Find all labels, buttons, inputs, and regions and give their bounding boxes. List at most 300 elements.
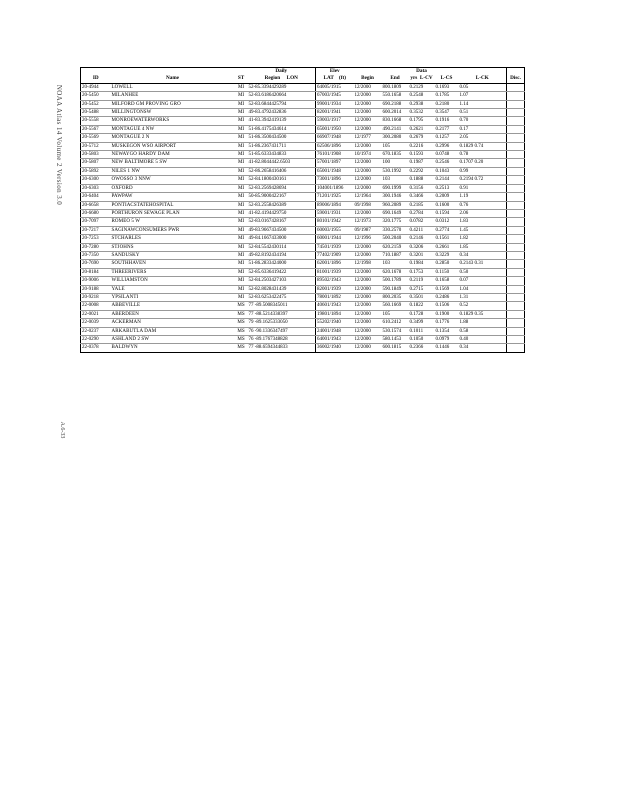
cell-lck: 1.19	[459, 193, 507, 201]
cell-yrs: 500.2040	[382, 235, 409, 243]
cell-end: 12/2000	[354, 117, 382, 125]
cell-disc	[507, 167, 525, 175]
table-row	[81, 293, 525, 301]
header-begin: Begin	[354, 75, 382, 83]
cell-state: MI	[235, 184, 248, 192]
cell-disc	[507, 251, 525, 259]
cell-disc	[507, 336, 525, 344]
cell-yrs: 600.1815	[382, 344, 409, 352]
cell-id: 20-5452	[81, 100, 111, 108]
cell-id: 20-5558	[81, 117, 111, 125]
cell-yrs: 105	[382, 142, 409, 150]
cell-lcs: 0.2513	[435, 184, 459, 192]
cell-lcv: 0.2621	[409, 125, 435, 133]
cell-yrs: 103	[382, 176, 409, 184]
cell-yrs: 530.1574	[382, 327, 409, 335]
cell-lat-elev: 65001/1950	[316, 125, 354, 133]
table-row	[81, 176, 525, 184]
cell-disc	[507, 201, 525, 209]
cell-end: 12/2000	[354, 336, 382, 344]
cell-lat-elev: 82001/1939	[316, 285, 354, 293]
cell-state: MI	[235, 218, 248, 226]
table-row	[81, 285, 525, 293]
cell-lat-elev: 82001/1941	[316, 109, 354, 117]
cell-lcs: 0.1043	[435, 167, 459, 175]
cell-lcs: 0.1446	[435, 344, 459, 352]
cell-id: 20-5450	[81, 92, 111, 100]
cell-lck: 0.76	[459, 201, 507, 209]
cell-lat-elev: 57001/1897	[316, 159, 354, 167]
cell-lcs: 0.3547	[435, 109, 459, 117]
cell-id: 20-9218	[81, 293, 111, 301]
cell-lck: 1.85	[459, 243, 507, 251]
cell-name: THREERIVERS	[111, 268, 235, 276]
cell-yrs: 105	[382, 310, 409, 318]
header-data: Data	[409, 68, 435, 76]
cell-state: MI	[235, 285, 248, 293]
cell-id: 20-6658	[81, 201, 111, 209]
cell-id: 20-5569	[81, 134, 111, 142]
cell-state: MI	[235, 167, 248, 175]
cell-name: LOWELL	[111, 83, 235, 91]
cell-region-lon: 51-85.6333434833	[248, 151, 316, 159]
table-row	[81, 151, 525, 159]
cell-lck: 2.06	[459, 209, 507, 217]
header-disc: Disc.	[507, 75, 525, 83]
cell-yrs: 530.1992	[382, 167, 409, 175]
cell-region-lon: 51-86.3500434500	[248, 134, 316, 142]
cell-lat-elev: 60001/1944	[316, 235, 354, 243]
cell-region-lon: 76 -90.1336347497	[248, 327, 316, 335]
cell-lat-elev: 19801/1894	[316, 310, 354, 318]
cell-disc	[507, 235, 525, 243]
cell-end: 12/1998	[354, 260, 382, 268]
cell-id: 20-4944	[81, 83, 111, 91]
table-row	[81, 268, 525, 276]
cell-end: 12/2000	[354, 327, 382, 335]
cell-lcv: 0.1984	[409, 260, 435, 268]
cell-name: ABERDEEN	[111, 310, 235, 318]
cell-lck: 0.1829 0.35	[459, 310, 507, 318]
cell-id: 20-5488	[81, 109, 111, 117]
running-header	[40, 75, 78, 215]
cell-lcv: 0.2715	[409, 285, 435, 293]
header-yrs: yrs	[410, 75, 418, 82]
cell-state: MI	[235, 251, 248, 259]
header-lat: LAT	[323, 75, 334, 82]
cell-lcv: 0.2938	[409, 100, 435, 108]
cell-lck: 0.34	[459, 344, 507, 352]
cell-state: MI	[235, 226, 248, 234]
table-row	[81, 167, 525, 175]
cell-lck: 0.91	[459, 184, 507, 192]
cell-name: YPSILANTI	[111, 293, 235, 301]
cell-name: SAGINAWCONSUMERS PWR	[111, 226, 235, 234]
cell-state: MI	[235, 243, 248, 251]
table-row	[81, 209, 525, 217]
cell-lat-elev: 89502/1943	[316, 277, 354, 285]
header-yrs-cv	[409, 75, 435, 83]
cell-id: 22-0008	[81, 302, 111, 310]
cell-lat-elev: 60003/1955	[316, 226, 354, 234]
cell-lat-elev: 77402/1909	[316, 251, 354, 259]
cell-lcv: 0.1987	[409, 159, 435, 167]
cell-yrs: 690.1649	[382, 209, 409, 217]
table-row	[81, 83, 525, 91]
cell-name: WILLIAMSTON	[111, 277, 235, 285]
cell-id: 22-0021	[81, 310, 111, 318]
cell-region-lon: 49-82.8192434194	[248, 251, 316, 259]
cell-yrs: 320.1775	[382, 218, 409, 226]
cell-region-lon: 41-83.3942419139	[248, 117, 316, 125]
cell-state: MI	[235, 193, 248, 201]
cell-region-lon: 52-84.5542430114	[248, 243, 316, 251]
cell-region-lon: 52-82.8028431439	[248, 285, 316, 293]
cell-lck: 2.05	[459, 134, 507, 142]
table-row	[81, 336, 525, 344]
cell-disc	[507, 243, 525, 251]
cell-lat-elev: 59003/1917	[316, 117, 354, 125]
cell-disc	[507, 176, 525, 184]
cell-lcv: 0.2366	[409, 344, 435, 352]
cell-state: MI	[235, 151, 248, 159]
cell-name: PONTIACSTATEHOSPITAL	[111, 201, 235, 209]
cell-disc	[507, 117, 525, 125]
cell-lcs: 0.1150	[435, 268, 459, 276]
table-row	[81, 100, 525, 108]
table-row	[81, 117, 525, 125]
cell-lat-elev: 64005/1915	[316, 83, 354, 91]
cell-lcs: 0.2486	[435, 293, 459, 301]
header-lon: LON	[286, 75, 298, 82]
table-row	[81, 109, 525, 117]
table-row	[81, 344, 525, 352]
cell-lcv: 0.2146	[409, 235, 435, 243]
header-elev: Elev	[316, 68, 354, 76]
cell-region-lon: 52-84.1800430161	[248, 176, 316, 184]
cell-disc	[507, 184, 525, 192]
cell-region-lon: 52-85.3394429289	[248, 83, 316, 91]
header-lck: L-CK	[459, 75, 507, 83]
cell-end: 09/1998	[354, 201, 382, 209]
header-st: ST	[235, 75, 248, 83]
cell-name: MONTAGUE 4 NW	[111, 125, 235, 133]
cell-lcs: 0.1569	[435, 285, 459, 293]
cell-lcs: 0.1257	[435, 134, 459, 142]
table-row	[81, 184, 525, 192]
cell-state: MI	[235, 260, 248, 268]
page-number	[50, 410, 74, 450]
cell-disc	[507, 226, 525, 234]
cell-yrs: 690.2188	[382, 100, 409, 108]
cell-yrs: 670.1835	[382, 151, 409, 159]
cell-state: MI	[235, 92, 248, 100]
cell-state: MS	[235, 302, 248, 310]
cell-lck: 0.50	[459, 268, 507, 276]
cell-lcv: 0.0782	[409, 218, 435, 226]
cell-end: 12/2000	[354, 251, 382, 259]
cell-lcv: 0.2292	[409, 167, 435, 175]
cell-name: ROMEO 5 W	[111, 218, 235, 226]
cell-disc	[507, 260, 525, 268]
cell-yrs: 300.1946	[382, 193, 409, 201]
cell-disc	[507, 125, 525, 133]
cell-region-lon: 49-84.1667433000	[248, 235, 316, 243]
cell-region-lon: 52-83.6844425794	[248, 100, 316, 108]
cell-lcs: 0.0748	[435, 151, 459, 159]
cell-lat-elev: 64001/1943	[316, 336, 354, 344]
cell-state: MS	[235, 327, 248, 335]
running-header-text: NOAA Atlas 14 Volume 2 Version 3.0	[55, 84, 63, 206]
table-row	[81, 125, 525, 133]
header-name: Name	[111, 75, 235, 83]
cell-name: ARKABUTLA DAM	[111, 327, 235, 335]
cell-lcs: 0.1916	[435, 117, 459, 125]
cell-region-lon: 77 -88.5214338397	[248, 310, 316, 318]
cell-name: SANDUSKY	[111, 251, 235, 259]
cell-lcv: 0.4211	[409, 226, 435, 234]
cell-yrs: 710.1887	[382, 251, 409, 259]
cell-state: MI	[235, 209, 248, 217]
cell-name: MONTAGUE 2 N	[111, 134, 235, 142]
cell-region-lon: 50-85.9000422167	[248, 193, 316, 201]
cell-lcv: 0.1888	[409, 176, 435, 184]
cell-lcv: 0.2679	[409, 134, 435, 142]
cell-end: 12/1977	[354, 134, 382, 142]
cell-id: 20-5803	[81, 151, 111, 159]
cell-lat-elev: 62506/1896	[316, 142, 354, 150]
cell-lcv: 0.2216	[409, 142, 435, 150]
cell-lcv: 0.3466	[409, 193, 435, 201]
cell-lat-elev: 71201/1925	[316, 193, 354, 201]
cell-name: ABBEVILLE	[111, 302, 235, 310]
cell-lat-elev: 59001/1931	[316, 209, 354, 217]
cell-end: 12/2000	[354, 176, 382, 184]
cell-lck: 0.2143 0.31	[459, 260, 507, 268]
cell-yrs: 590.1849	[382, 285, 409, 293]
cell-region-lon: 51-86.2367431711	[248, 142, 316, 150]
cell-lcv: 0.2129	[409, 83, 435, 91]
cell-disc	[507, 319, 525, 327]
cell-state: MS	[235, 310, 248, 318]
cell-end: 12/2000	[354, 92, 382, 100]
cell-lcv: 0.1795	[409, 117, 435, 125]
table-row	[81, 193, 525, 201]
cell-end: 12/2000	[354, 109, 382, 117]
cell-id: 20-7253	[81, 235, 111, 243]
header-lat-elev	[316, 75, 354, 83]
cell-region-lon: 52-83.0167428167	[248, 218, 316, 226]
cell-id: 20-7217	[81, 226, 111, 234]
cell-lat-elev: 24001/1948	[316, 327, 354, 335]
cell-yrs: 830.1668	[382, 117, 409, 125]
cell-lat-elev: 40601/1943	[316, 302, 354, 310]
cell-lck: 1.83	[459, 218, 507, 226]
cell-id: 20-7690	[81, 260, 111, 268]
cell-lat-elev: 74501/1939	[316, 243, 354, 251]
cell-lcs: 0.1785	[435, 92, 459, 100]
cell-lck: 1.04	[459, 285, 507, 293]
cell-lcs: 0.2774	[435, 226, 459, 234]
cell-disc	[507, 285, 525, 293]
table-row	[81, 92, 525, 100]
cell-lck: 0.52	[459, 302, 507, 310]
cell-lcs: 0.3229	[435, 251, 459, 259]
cell-name: NILES 1 NW	[111, 167, 235, 175]
cell-id: 20-8184	[81, 268, 111, 276]
cell-lat-elev: 76101/1908	[316, 151, 354, 159]
cell-lcs: 0.1900	[435, 310, 459, 318]
table-row	[81, 243, 525, 251]
cell-lck: 0.99	[459, 167, 507, 175]
cell-end: 12/1964	[354, 193, 382, 201]
cell-yrs: 800.1809	[382, 83, 409, 91]
cell-lck: 0.05	[459, 83, 507, 91]
cell-yrs: 800.2035	[382, 293, 409, 301]
cell-lck: 1.45	[459, 226, 507, 234]
cell-state: MI	[235, 125, 248, 133]
header-id: ID	[81, 75, 111, 83]
cell-disc	[507, 277, 525, 285]
table-row	[81, 327, 525, 335]
cell-yrs: 960.2089	[382, 201, 409, 209]
cell-state: MS	[235, 319, 248, 327]
cell-end: 12/2000	[354, 184, 382, 192]
cell-disc	[507, 142, 525, 150]
cell-id: 20-6680	[81, 209, 111, 217]
cell-disc	[507, 268, 525, 276]
cell-id: 20-6303	[81, 184, 111, 192]
cell-region-lon: 52-83.6186420664	[248, 92, 316, 100]
cell-name: MILLINGTONSW	[111, 109, 235, 117]
cell-name: STCHARLES	[111, 235, 235, 243]
cell-lcv: 0.1011	[409, 327, 435, 335]
cell-end: 12/2000	[354, 209, 382, 217]
cell-state: MI	[235, 277, 248, 285]
cell-lcv: 0.3499	[409, 319, 435, 327]
cell-disc	[507, 109, 525, 117]
cell-name: MILFORD GM PROVING GRO	[111, 100, 235, 108]
cell-id: 20-6404	[81, 193, 111, 201]
cell-id: 20-5712	[81, 142, 111, 150]
cell-end: 12/2000	[354, 243, 382, 251]
cell-lcs: 0.0979	[435, 336, 459, 344]
cell-end: 12/2000	[354, 83, 382, 91]
cell-disc	[507, 159, 525, 167]
cell-region-lon: 76 -89.1767348828	[248, 336, 316, 344]
cell-lat-elev: 80101/1942	[316, 218, 354, 226]
cell-lcs: 0.1776	[435, 319, 459, 327]
table-row	[81, 310, 525, 318]
cell-yrs: 330.2570	[382, 226, 409, 234]
cell-lcs: 0.1600	[435, 201, 459, 209]
cell-id: 20-5567	[81, 125, 111, 133]
header-region: Region	[264, 75, 281, 82]
cell-end: 10/1974	[354, 151, 382, 159]
cell-lat-elev: 89006/1894	[316, 201, 354, 209]
cell-end: 12/1996	[354, 235, 382, 243]
cell-name: ACKERMAN	[111, 319, 235, 327]
cell-region-lon: 41-82.4194429750	[248, 209, 316, 217]
cell-name: NEWAYGO HARDY DAM	[111, 151, 235, 159]
page-number-text: A.6-33	[59, 421, 65, 439]
cell-state: MI	[235, 159, 248, 167]
cell-lat-elev: 81001/1939	[316, 268, 354, 276]
cell-yrs: 100	[382, 159, 409, 167]
cell-yrs: 550.1658	[382, 92, 409, 100]
cell-disc	[507, 151, 525, 159]
cell-id: 20-6300	[81, 176, 111, 184]
cell-end: 12/2000	[354, 302, 382, 310]
cell-lat-elev: 73001/1896	[316, 176, 354, 184]
cell-name: YALE	[111, 285, 235, 293]
cell-lck: 0.34	[459, 251, 507, 259]
cell-state: MI	[235, 109, 248, 117]
cell-id: 20-5892	[81, 167, 111, 175]
cell-lat-elev: 36002/1940	[316, 344, 354, 352]
cell-lcv: 0.3201	[409, 251, 435, 259]
cell-lat-elev: 99001/1934	[316, 100, 354, 108]
cell-lck: 0.1707 0.20	[459, 159, 507, 167]
cell-state: MI	[235, 83, 248, 91]
cell-lcv: 0.2119	[409, 277, 435, 285]
table-row	[81, 201, 525, 209]
cell-lcs: 0.2009	[435, 193, 459, 201]
cell-yrs: 300.2080	[382, 134, 409, 142]
cell-yrs: 620.2159	[382, 243, 409, 251]
cell-lck: 0.07	[459, 277, 507, 285]
cell-disc	[507, 134, 525, 142]
cell-yrs: 580.1453	[382, 336, 409, 344]
cell-id: 20-7280	[81, 243, 111, 251]
cell-lck: 0.40	[459, 336, 507, 344]
cell-lck: 1.14	[459, 100, 507, 108]
cell-lck: 0.1829 0.74	[459, 142, 507, 150]
header-end: End	[382, 75, 409, 83]
cell-region-lon: 41-82.8044442.6503	[248, 159, 316, 167]
cell-lat-elev: 66907/1948	[316, 134, 354, 142]
cell-name: OXFORD	[111, 184, 235, 192]
cell-disc	[507, 193, 525, 201]
cell-region-lon: 79 -89.1625333050	[248, 319, 316, 327]
cell-lck: 0.78	[459, 151, 507, 159]
cell-end: 12/2000	[354, 344, 382, 352]
cell-lcs: 0.1354	[435, 327, 459, 335]
cell-lcv: 0.3156	[409, 184, 435, 192]
cell-state: MI	[235, 176, 248, 184]
cell-name: ASHLAND 2 SW	[111, 336, 235, 344]
cell-id: 20-7097	[81, 218, 111, 226]
cell-end: 09/1987	[354, 226, 382, 234]
cell-lcs: 0.2661	[435, 243, 459, 251]
table-row	[81, 260, 525, 268]
table-row	[81, 159, 525, 167]
cell-lcv: 0.1728	[409, 310, 435, 318]
cell-yrs: 490.2141	[382, 125, 409, 133]
cell-state: MI	[235, 201, 248, 209]
table-row	[81, 302, 525, 310]
cell-lcs: 0.0312	[435, 218, 459, 226]
cell-lck: 1.82	[459, 235, 507, 243]
cell-region-lon: 52-86.2658416406	[248, 167, 316, 175]
cell-disc	[507, 293, 525, 301]
cell-disc	[507, 344, 525, 352]
cell-lcs: 0.2177	[435, 125, 459, 133]
table-row	[81, 319, 525, 327]
cell-id: 22-0290	[81, 336, 111, 344]
cell-lcv: 0.2548	[409, 92, 435, 100]
cell-disc	[507, 92, 525, 100]
